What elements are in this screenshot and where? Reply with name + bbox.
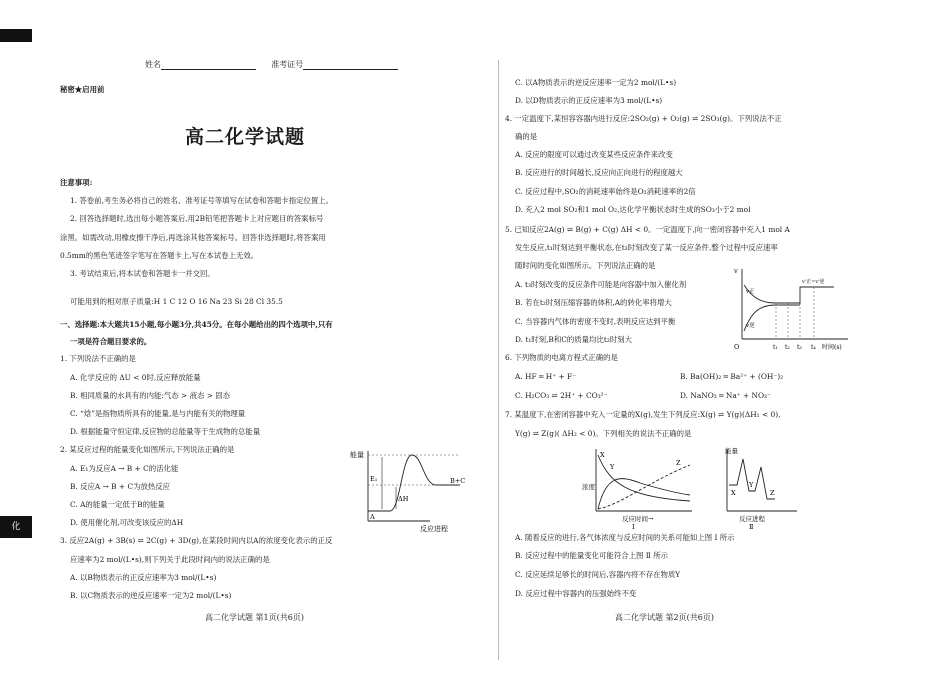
q7-stem-2: Y(g) ⇌ Z(g)( ΔH₂ < 0)。下列相关的说法不正确的是 bbox=[515, 429, 692, 438]
corner-mark bbox=[0, 29, 32, 42]
q6-c: C. H₂CO₃ ⇌ 2H⁺ + CO₃²⁻ bbox=[515, 391, 608, 400]
x-label: 反应时间→ bbox=[622, 515, 654, 523]
q7-a: A. 随着反应的进行,各气体浓度与反应时间的关系可能如上图 Ⅰ 所示 bbox=[515, 533, 735, 542]
q2-b: B. 反应A → B + C为放热反应 bbox=[70, 482, 171, 491]
q7-stem: 7. 某温度下,在密闭容器中充入一定量的X(g),发生下列反应:X(g) ⇌ Y(g)(ΔH₁ < 0), bbox=[505, 410, 781, 419]
q7-b: B. 反应过程中的能量变化可能符合上图 Ⅱ 所示 bbox=[515, 551, 668, 560]
q5-stem: 5. 已知反应2A(g) ⇌ B(g) + C(g) ΔH < 0。一定温度下,向一密闭容器中充入1 mol A bbox=[505, 225, 790, 234]
y-curve bbox=[598, 479, 690, 509]
note-2b: 涂黑。如需改动,用橡皮擦干净后,再选涂其他答案标号。回答非选择题时,将答案用 bbox=[60, 233, 326, 242]
note-1: 1. 答卷前,考生务必将自己的姓名、准考证号等填写在试卷和答题卡指定位置上。 bbox=[70, 196, 334, 205]
x-species-label: X bbox=[731, 489, 736, 497]
footer-page-1: 高二化学试题 第1页(共6页) bbox=[205, 613, 304, 622]
q6-a: A. HF ═ H⁺ + F⁻ bbox=[515, 372, 577, 381]
t4-label: t₄ bbox=[811, 344, 816, 351]
origin-label: O bbox=[734, 343, 740, 351]
x-label: 反应进程 bbox=[420, 525, 448, 533]
q4-b: B. 反应进行的时间越长,反应向正向进行的程度越大 bbox=[515, 168, 683, 177]
note-2c: 0.5mm的黑色笔迹签字笔写在答题卡上,写在本试卷上无效。 bbox=[60, 251, 259, 260]
q2-d: D. 使用催化剂,可改变该反应的ΔH bbox=[70, 518, 184, 527]
q4-c: C. 反应过程中,SO₂的消耗速率始终是O₂消耗速率的2倍 bbox=[515, 187, 696, 196]
t3-label: t₃ bbox=[797, 344, 802, 351]
note-3: 3. 考试结束后,将本试卷和答题卡一并交回。 bbox=[70, 269, 215, 278]
q4-stem: 4. 一定温度下,某恒容容器内进行反应:2SO₂(g) + O₂(g) ⇌ 2SO₃(g)。下列说法不正 bbox=[505, 114, 782, 123]
secret-label: 秘密★启用前 bbox=[60, 85, 105, 94]
t1-label: t₁ bbox=[773, 344, 778, 351]
energy-curve bbox=[729, 459, 775, 499]
q4-stem-2: 确的是 bbox=[515, 132, 538, 141]
x-label: 时间(s) bbox=[822, 344, 842, 351]
q1-b: B. 相同质量的水具有的内能:气态 > 液态 > 固态 bbox=[70, 391, 231, 400]
section-heading-2: 一项是符合题目要求的。 bbox=[70, 337, 152, 346]
q5-stem-2: 发生反应,t₁时刻达到平衡状态,在t₃时刻改变了某一反应条件,整个过程中反应速率 bbox=[515, 243, 778, 252]
z-species-label: Z bbox=[770, 489, 775, 497]
q3-b: B. 以C物质表示的逆反应速率一定为2 mol/(L•s) bbox=[70, 591, 232, 600]
q1-c: C. “焓”是指物质所具有的能量,是与内能有关的物理量 bbox=[70, 409, 246, 418]
note-2a: 2. 回答选择题时,选出每小题答案后,用2B铅笔把答题卡上对应题目的答案标号 bbox=[70, 214, 324, 223]
side-tab: 化 bbox=[0, 516, 32, 538]
q2-c: C. A的能量一定低于B的能量 bbox=[70, 500, 165, 509]
q5-d: D. t₁时刻,B和C的质量均比t₂时刻大 bbox=[515, 335, 632, 344]
q3-stem-2: 应速率为2 mol/(L•s),则下列关于此段时间内的说法正确的是 bbox=[70, 555, 270, 564]
y-label: 能量 bbox=[725, 447, 738, 455]
y-label: 浓度 bbox=[582, 483, 595, 491]
bc-label: B+C bbox=[450, 477, 466, 485]
q2-stem: 2. 某反应过程的能量变化如图所示,下列说法正确的是 bbox=[60, 445, 235, 454]
q3-d: D. 以D物质表示的正反应速率为3 mol/(L•s) bbox=[515, 96, 663, 105]
vprime-label: v'正=v'逆 bbox=[802, 279, 825, 285]
page-1 bbox=[60, 0, 490, 677]
y-series-label: Y bbox=[610, 463, 615, 471]
q1-a: A. 化学反应的 ΔU < 0时,反应释放能量 bbox=[70, 373, 201, 382]
y-label: v bbox=[734, 267, 738, 275]
vrev-label: v逆 bbox=[746, 323, 755, 329]
y-species-label: Y bbox=[749, 481, 754, 489]
dh-label: ΔH bbox=[398, 495, 409, 503]
x-label: 反应进程 bbox=[739, 515, 765, 523]
x-series-label: X bbox=[600, 451, 605, 459]
q6-stem: 6. 下列物质的电离方程式正确的是 bbox=[505, 353, 618, 362]
q2-a: A. E₁为反应A → B + C的活化能 bbox=[70, 464, 179, 473]
q5-stem-3: 随时间的变化如图所示。下列说法正确的是 bbox=[515, 261, 656, 270]
vfwd-label: v正 bbox=[746, 289, 755, 295]
concentration-diagram-q7 bbox=[580, 445, 700, 531]
z-series-label: Z bbox=[676, 459, 681, 467]
q1-d: D. 根据能量守恒定律,反应物的总能量等于生成物的总能量 bbox=[70, 427, 261, 436]
page-divider bbox=[498, 60, 499, 660]
page-2 bbox=[505, 0, 850, 677]
rate-time-diagram-q5 bbox=[730, 265, 850, 353]
atomic-masses: 可能用到的相对原子质量:H 1 C 12 O 16 Na 23 Si 28 Cl 35.5 bbox=[70, 297, 283, 306]
q3-c: C. 以A物质表示的逆反应速率一定为2 mol/(L•s) bbox=[515, 78, 677, 87]
q4-a: A. 反应的限度可以通过改变某些反应条件来改变 bbox=[515, 150, 673, 159]
q3-stem: 3. 反应2A(g) + 3B(s) ⇌ 2C(g) + 3D(g),在某段时间内以A的浓度变化表示的正反 bbox=[60, 536, 333, 545]
name-field: 姓名 准考证号 bbox=[145, 60, 398, 70]
z-curve bbox=[598, 465, 690, 509]
q4-d: D. 充入2 mol SO₂和1 mol O₂,达化学平衡状态时生成的SO₃小于2 mol bbox=[515, 205, 751, 214]
page-title: 高二化学试题 bbox=[184, 126, 305, 148]
caption-1: Ⅰ bbox=[632, 523, 635, 531]
notes-heading: 注意事项: bbox=[60, 178, 93, 187]
q7-c: C. 反应延续足够长的时间后,容器内将不存在物质Y bbox=[515, 570, 681, 579]
q6-b: B. Ba(OH)₂ ═ Ba²⁺ + (OH⁻)₂ bbox=[680, 372, 784, 381]
e1-label: E₁ bbox=[370, 475, 378, 483]
y-label: 能量 bbox=[350, 451, 364, 459]
section-heading: 一、选择题:本大题共15小题,每小题3分,共45分。在每小题给出的四个选项中,只有 bbox=[60, 320, 333, 329]
q5-a: A. t₃时刻改变的反应条件可能是向容器中加入催化剂 bbox=[515, 280, 687, 289]
footer-page-2: 高二化学试题 第2页(共6页) bbox=[615, 613, 714, 622]
q6-d: D. NaNO₃ ═ Na⁺ + NO₃⁻ bbox=[680, 391, 771, 400]
q5-c: C. 当容器内气体的密度不变时,表明反应达到平衡 bbox=[515, 317, 676, 326]
q5-b: B. 若在t₂时刻压缩容器的体积,A的转化率将增大 bbox=[515, 298, 672, 307]
caption-2: Ⅱ bbox=[749, 523, 754, 531]
v-prime-line bbox=[800, 287, 834, 304]
t2-label: t₂ bbox=[785, 344, 790, 351]
energy-diagram-q7 bbox=[715, 445, 805, 531]
q1-stem: 1. 下列说法不正确的是 bbox=[60, 354, 136, 363]
a-label: A bbox=[370, 513, 375, 521]
q7-d: D. 反应过程中容器内的压强始终不变 bbox=[515, 589, 637, 598]
q3-a: A. 以B物质表示的正反应速率为3 mol/(L•s) bbox=[70, 573, 217, 582]
energy-diagram-q2 bbox=[350, 445, 480, 533]
